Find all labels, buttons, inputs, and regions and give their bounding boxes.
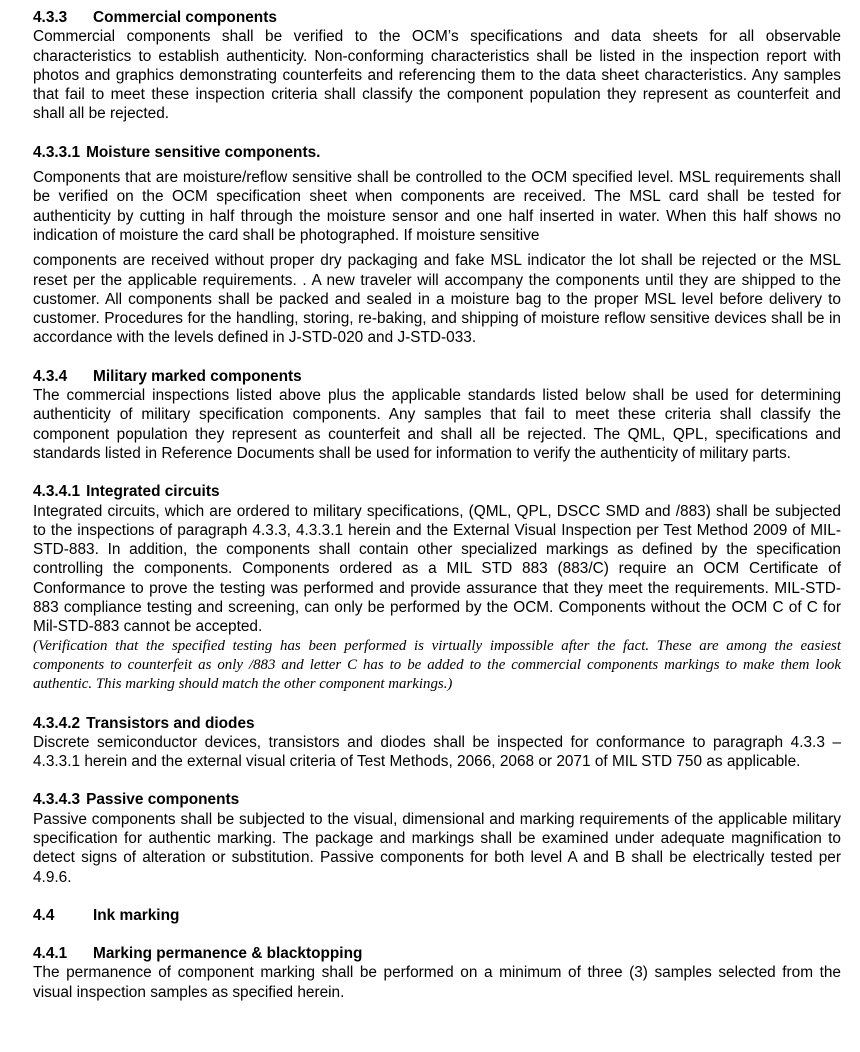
section-number: 4.3.4: [33, 367, 68, 385]
section-heading: [33, 143, 841, 162]
section-4-3-4-3: [33, 790, 841, 886]
section-number: 4.4: [33, 906, 55, 924]
section-4-3-3: [33, 8, 841, 124]
italic-note: (Verification that the specified testing has been performed is virtually impossible after the fact. These are among the easiest components to counterfeit as only /883 and letter C has to be added to the commercial components markings to make them look authentic. This marking should match the other component markings.): [33, 637, 841, 693]
paragraph: Commercial components shall be verified to the OCM’s specifications and data sheets for all observable characteristics to establish authenticity. Non-conforming characteristics shall be listed in the inspection report with photos and graphics demonstrating counterfeits and referencing them to the data sheet characteristics. Any samples that fail to meet these inspection criteria shall classify the component population they represent as counterfeit and shall all be rejected.: [33, 28, 841, 123]
section-number: 4.3.4.3: [33, 791, 81, 809]
section-title: Transistors and diodes: [86, 714, 255, 732]
section-title: Integrated circuits: [86, 483, 220, 501]
section-number: 4.3.4.1: [33, 483, 81, 501]
section-heading: [33, 906, 841, 925]
section-title: Commercial components: [93, 9, 277, 26]
paragraph: The commercial inspections listed above plus the applicable standards listed below shall be used for determining authenticity of military specification components. Any samples that fail to meet these criteria shall classify the component population they represent as counterfeit and shall all be rejected. The QML, QPL, specifications and standards listed in Reference Documents shall be used for information to verify the authenticity of military parts.: [33, 387, 841, 462]
section-heading: [33, 790, 841, 809]
section-4-3-3-1: [33, 143, 841, 348]
section-4-3-4-2: [33, 714, 841, 772]
paragraph: Discrete semiconductor devices, transistors and diodes shall be inspected for conformance to paragraph 4.3.3 – 4.3.3.1 herein and the external visual criteria of Test Methods, 2066, 2068 or 2071 of MIL STD 750 as applicable.: [33, 733, 841, 771]
section-heading: [33, 714, 841, 733]
section-heading: [33, 8, 841, 27]
section-title: Military marked components: [93, 367, 302, 385]
paragraph: components are received without proper dry packaging and fake MSL indicator the lot shall be rejected or the MSL reset per the applicable requirements. . A new traveler will accompany the components until they are shipped to the customer. All components shall be packed and sealed in a moisture bag to the proper MSL level before delivery to customer. Procedures for the handling, storing, re-baking, and shipping of moisture reflow sensitive devices shall be in accordance with the levels defined in J-STD-020 and J-STD-033.: [33, 252, 841, 347]
section-number: 4.3.4.2: [33, 714, 81, 732]
paragraph: Passive components shall be subjected to the visual, dimensional and marking requirements of the applicable military specification for authentic marking. The package and markings shall be examined under adequate magnification to detect signs of alteration or substitution. Passive components for both level A and B shall be electrically tested per 4.9.6.: [33, 810, 841, 886]
section-4-3-4-1: [33, 482, 841, 694]
section-title: Marking permanence & blacktopping: [93, 945, 363, 963]
section-number: 4.3.3.1: [33, 143, 81, 161]
section-number: 4.3.3: [33, 9, 68, 26]
section-4-3-4: [33, 367, 841, 463]
paragraph: Integrated circuits, which are ordered to military specifications, (QML, QPL, DSCC SMD and /883) shall be subjected to the inspections of paragraph 4.3.3, 4.3.3.1 herein and the External Visual Inspection per Test Method 2009 of MIL-STD-883. In addition, the components shall contain other specialized markings as defined by the specification controlling the components. Components ordered as a MIL STD 883 (883/C) require an OCM Certificate of Conformance to prove the testing was performed and provide assurance that they meet the requirements. MIL-STD-883 compliance testing and screening, can only be performed by the OCM. Components without the OCM C of C for Mil-STD-883 cannot be accepted.: [33, 502, 841, 636]
section-title: Ink marking: [93, 906, 180, 924]
section-4-4: [33, 906, 841, 925]
paragraph: Components that are moisture/reflow sensitive shall be controlled to the OCM specified level. MSL requirements shall be verified on the OCM specification sheet when components are received. The MSL card shall be tested for authenticity by cutting in half through the moisture sensor and one half inserted in water. When this half shows no indication of moisture the card shall be photographed. If moisture sensitive: [33, 169, 841, 244]
paragraph: The permanence of component marking shall be performed on a minimum of three (3) samples selected from the visual inspection samples as specified herein.: [33, 964, 841, 1001]
section-heading: [33, 482, 841, 501]
section-title: Moisture sensitive components.: [86, 143, 321, 161]
section-title: Passive components: [86, 791, 240, 809]
section-heading: [33, 367, 841, 386]
section-number: 4.4.1: [33, 945, 68, 963]
section-4-4-1: [33, 944, 841, 1002]
section-heading: [33, 944, 841, 963]
